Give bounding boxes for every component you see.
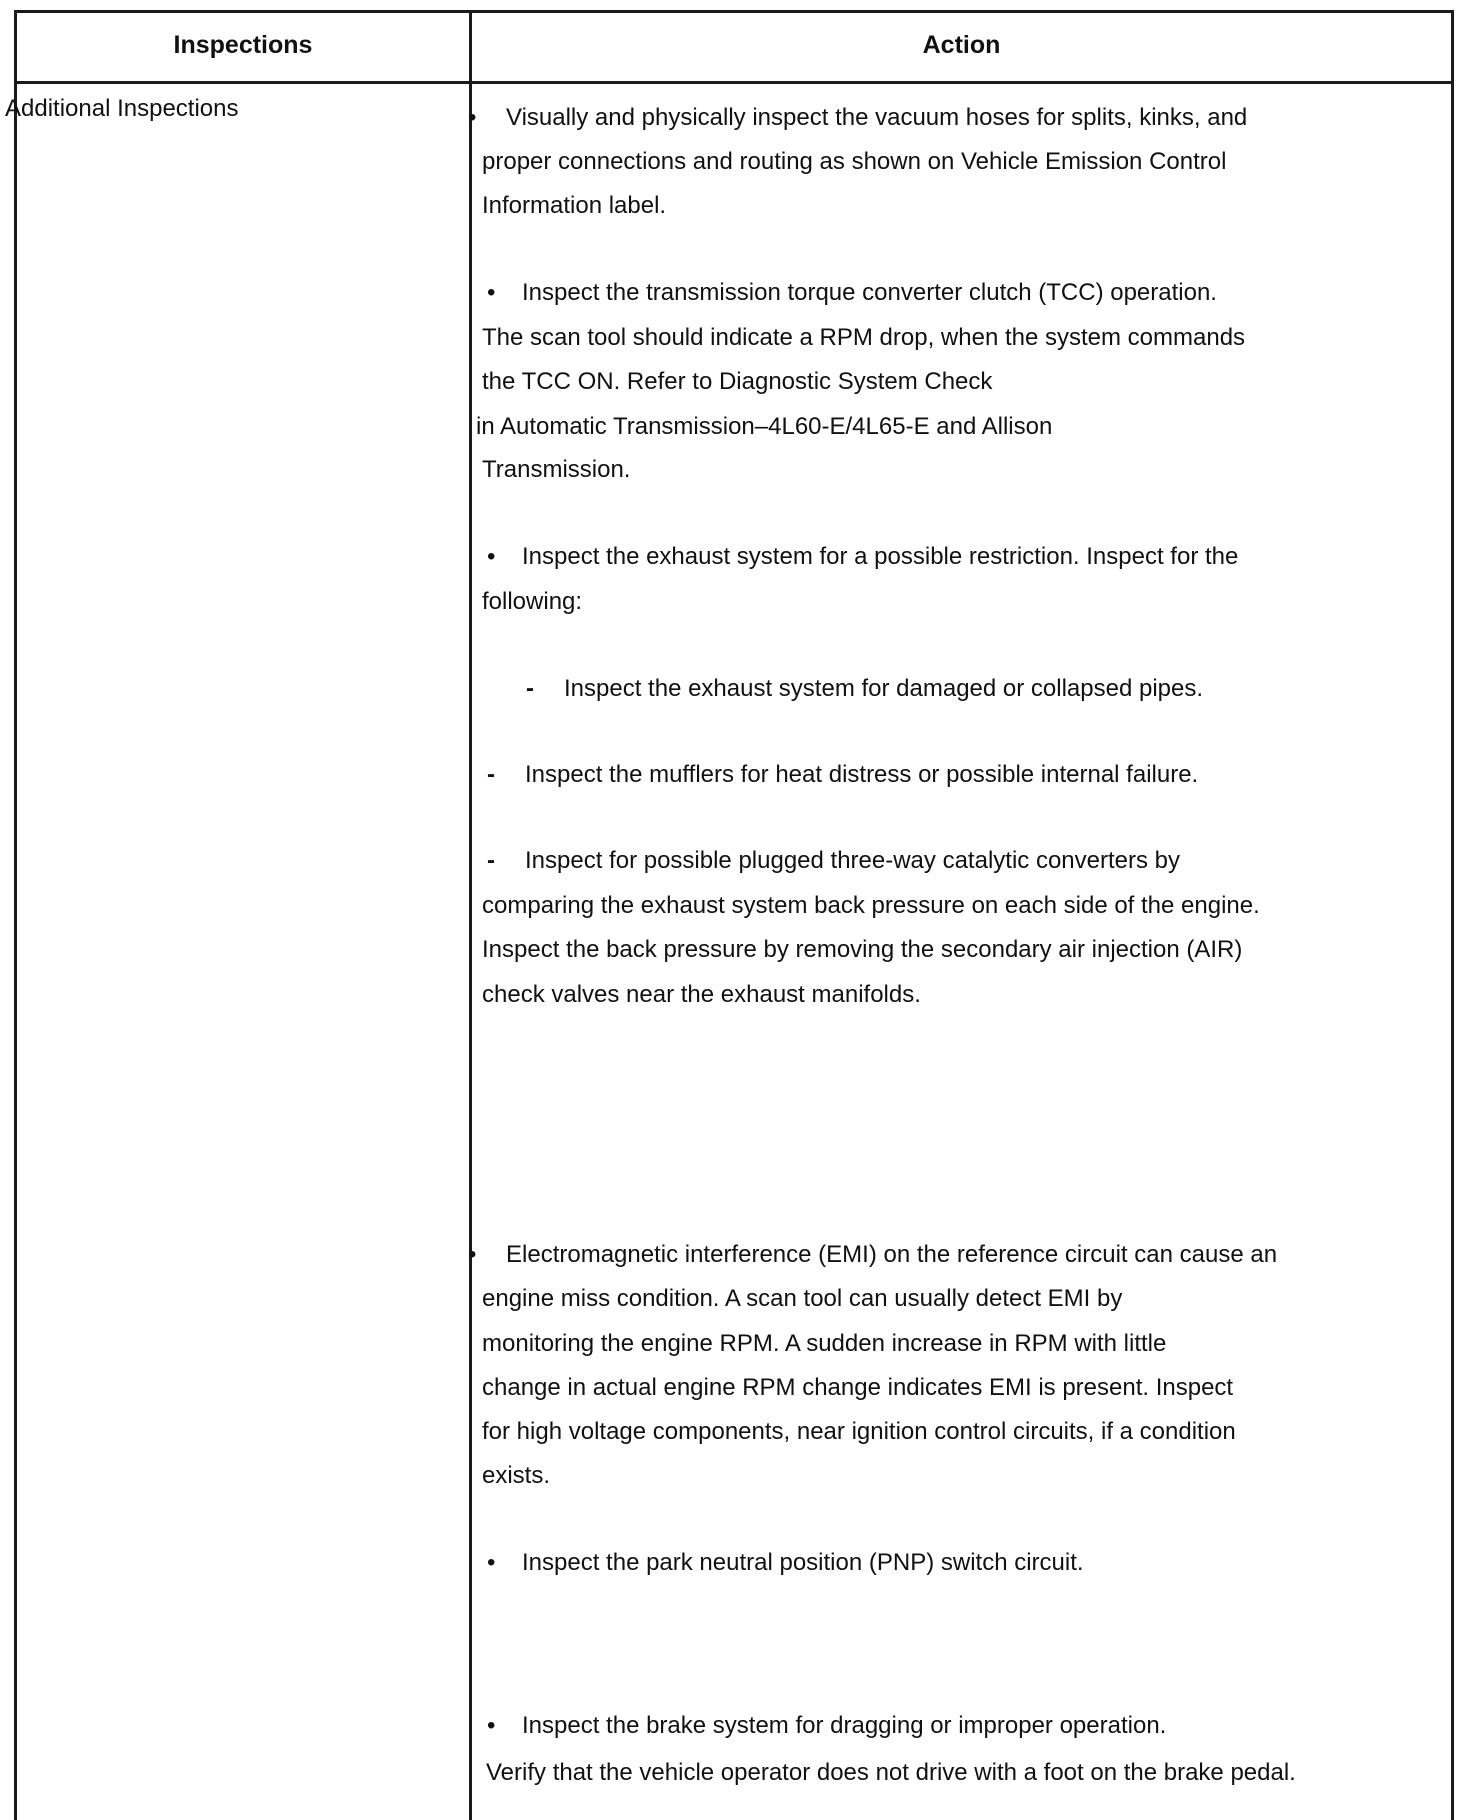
bullet-marker: • <box>468 104 477 131</box>
action-line: Inspect the park neutral position (PNP) switch circuit. <box>522 1549 1084 1576</box>
action-line: proper connections and routing as shown on Vehicle Emission Control <box>482 148 1227 175</box>
inspection-label: Additional Inspections <box>5 95 239 122</box>
dash-marker: - <box>487 761 495 788</box>
action-line: Information label. <box>482 192 667 219</box>
action-line: monitoring the engine RPM. A sudden increase in RPM with little <box>482 1330 1167 1357</box>
action-line: Inspect the back pressure by removing the secondary air injection (AIR) <box>482 936 1243 963</box>
action-line: in Automatic Transmission–4L60-E/4L65-E and Allison <box>476 413 1053 440</box>
action-line: change in actual engine RPM change indicates EMI is present. Inspect <box>482 1374 1234 1401</box>
action-line: Verify that the vehicle operator does not drive with a foot on the brake pedal. <box>486 1759 1296 1786</box>
bullet-marker: • <box>468 1241 477 1268</box>
bullet-marker: • <box>487 279 496 306</box>
header-inspections: Inspections <box>173 31 313 59</box>
action-line: exists. <box>482 1462 551 1489</box>
action-line: Inspect the transmission torque converter clutch (TCC) operation. <box>522 279 1217 306</box>
action-line: Inspect for possible plugged three-way catalytic converters by <box>525 847 1180 874</box>
action-line: engine miss condition. A scan tool can usually detect EMI by <box>482 1285 1123 1312</box>
action-line: the TCC ON. Refer to Diagnostic System Check <box>482 368 993 395</box>
bullet-marker: • <box>487 1549 496 1576</box>
action-line: The scan tool should indicate a RPM drop, when the system commands <box>482 324 1246 351</box>
dash-marker: - <box>526 675 534 702</box>
column-divider <box>469 13 472 1820</box>
action-line: comparing the exhaust system back pressure on each side of the engine. <box>482 892 1260 919</box>
action-line: Electromagnetic interference (EMI) on the reference circuit can cause an <box>506 1241 1278 1268</box>
dash-marker: - <box>487 847 495 874</box>
action-line: Inspect the exhaust system for a possible restriction. Inspect for the <box>522 543 1239 570</box>
action-line: Inspect the exhaust system for damaged or collapsed pipes. <box>564 675 1204 702</box>
bullet-marker: • <box>487 543 496 570</box>
action-line: check valves near the exhaust manifolds. <box>482 981 921 1008</box>
header-divider <box>17 81 1451 84</box>
action-line: following: <box>482 588 583 615</box>
bullet-marker: • <box>487 1712 496 1739</box>
action-line: Inspect the mufflers for heat distress or possible internal failure. <box>525 761 1199 788</box>
action-line: Transmission. <box>482 456 631 483</box>
action-line: Visually and physically inspect the vacuum hoses for splits, kinks, and <box>506 104 1248 131</box>
action-line: Inspect the brake system for dragging or improper operation. <box>522 1712 1167 1739</box>
action-line: for high voltage components, near ignition control circuits, if a condition <box>482 1418 1236 1445</box>
header-action: Action <box>922 31 1001 59</box>
